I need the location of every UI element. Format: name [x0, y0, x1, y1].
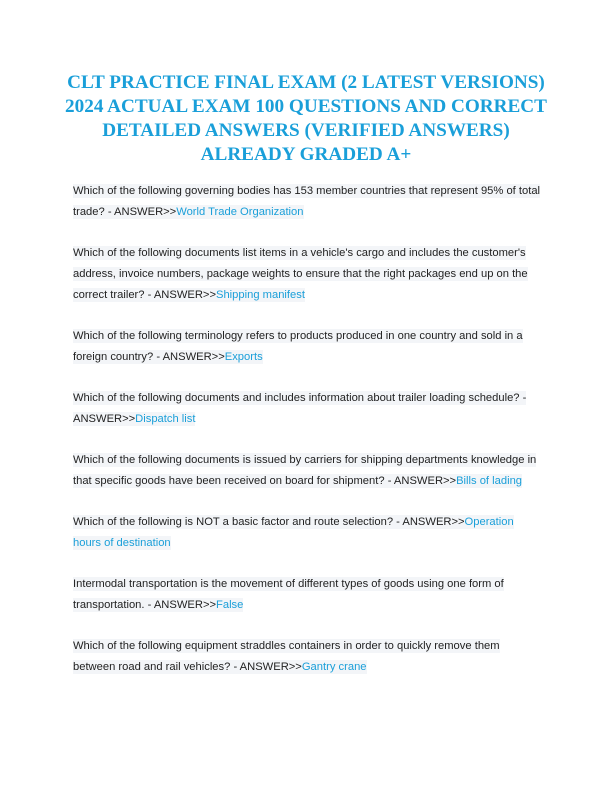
- question-text: Which of the following documents list items in a vehicle's cargo and includes the customer's address, invoice numbers, package weights to ensure that the right packages end up on the correct trailer? -: [73, 247, 528, 301]
- answer-prefix: ANSWER>>: [153, 289, 216, 301]
- answer-prefix: ANSWER>>: [402, 516, 465, 528]
- answer-prefix: ANSWER>>: [393, 475, 457, 487]
- answer-text: Gantry crane: [301, 661, 367, 673]
- answer-prefix: ANSWER>>: [73, 413, 136, 425]
- qa-item: [73, 636, 543, 678]
- question-text: Which of the following governing bodies has 153 member countries that represent 95% of total trade? -: [73, 185, 541, 218]
- answer-text: World Trade Organization: [176, 206, 304, 218]
- answer-text: Bills of lading: [456, 475, 523, 487]
- qa-list: [73, 181, 543, 698]
- qa-item: [73, 388, 543, 430]
- answer-text: Shipping manifest: [216, 289, 305, 301]
- qa-item: [73, 512, 543, 554]
- document-title: CLT PRACTICE FINAL EXAM (2 LATEST VERSIONS) 2024 ACTUAL EXAM 100 QUESTIONS AND CORRECT DETAILED ANSWERS (VERIFIED ANSWERS) ALREADY GRADED A+: [65, 72, 547, 165]
- question-text: Which of the following is NOT a basic factor and route selection? -: [73, 516, 403, 528]
- qa-item: [73, 574, 543, 616]
- answer-text: Exports: [224, 351, 263, 363]
- answer-prefix: ANSWER>>: [114, 206, 177, 218]
- qa-item: [73, 181, 543, 223]
- question-text: Which of the following terminology refers to products produced in one country and sold in a foreign country? -: [73, 330, 523, 363]
- answer-text: False: [216, 599, 244, 611]
- answer-text: Dispatch list: [135, 413, 196, 425]
- answer-prefix: ANSWER>>: [239, 661, 302, 673]
- answer-prefix: ANSWER>>: [162, 351, 225, 363]
- qa-item: [73, 243, 543, 306]
- question-text: Which of the following documents and includes information about trailer loading schedule? -: [73, 392, 527, 404]
- answer-prefix: ANSWER>>: [153, 599, 217, 611]
- question-text: Which of the following equipment straddles containers in order to quickly remove them between road and rail vehicles? -: [73, 640, 500, 673]
- answer-text: Operation hours of destination: [73, 516, 514, 549]
- qa-item: [73, 326, 543, 368]
- question-text: Which of the following documents is issued by carriers for shipping departments knowledge in that specific goods have been received on board for shipment? -: [73, 454, 537, 487]
- qa-item: [73, 450, 543, 492]
- question-text: Intermodal transportation is the movement of different types of goods using one form of transportation. -: [73, 578, 504, 611]
